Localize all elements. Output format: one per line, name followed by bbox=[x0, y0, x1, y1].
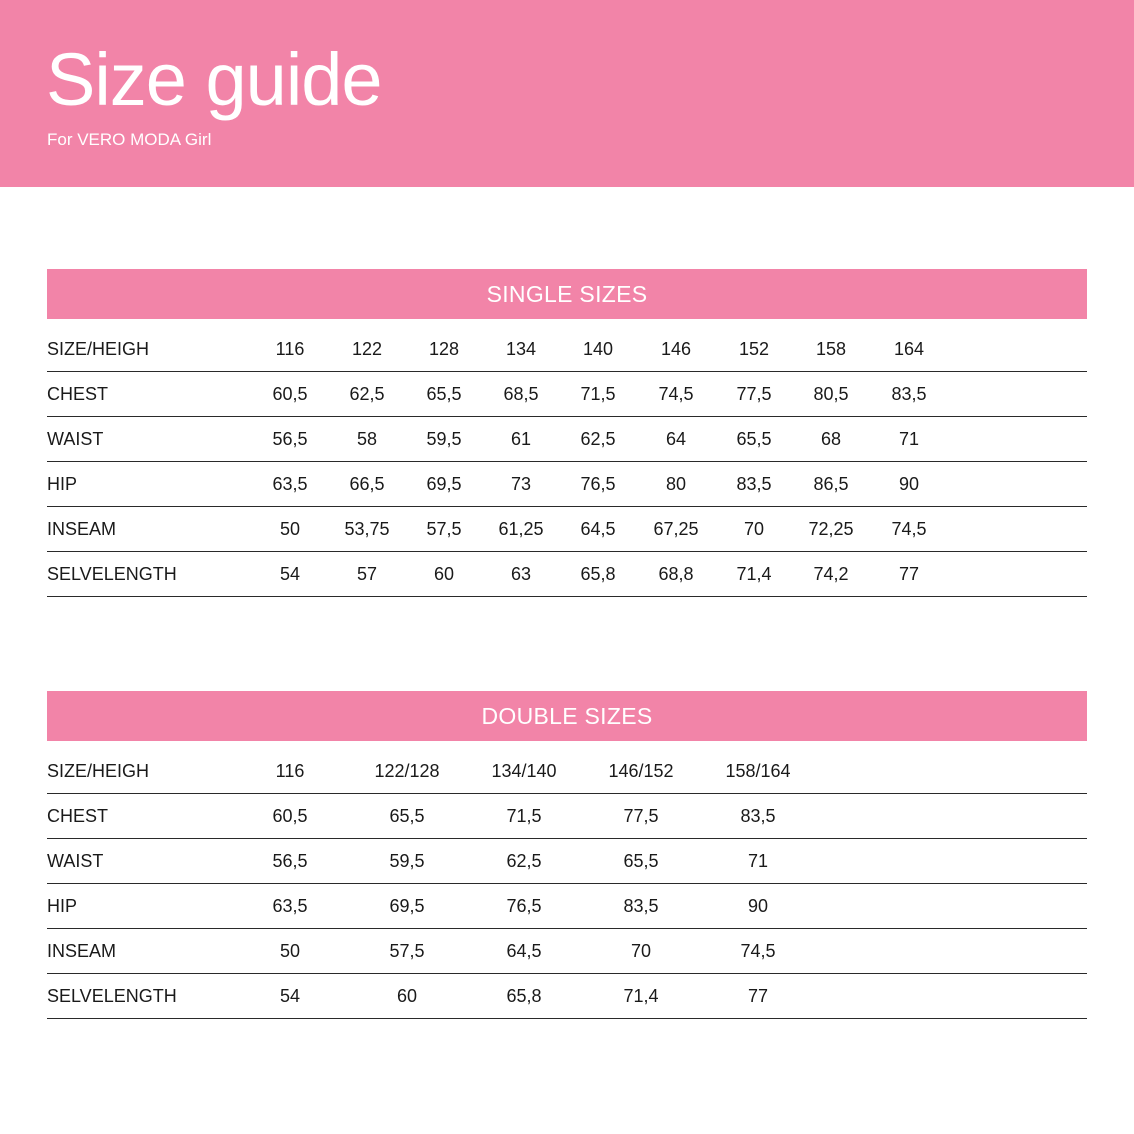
row-label: SELVELENGTH bbox=[47, 986, 177, 1006]
table-cell: 57,5 bbox=[426, 519, 462, 539]
table-cell: 63,5 bbox=[272, 896, 308, 916]
table-cell: 54 bbox=[279, 986, 301, 1006]
row-label: HIP bbox=[47, 896, 78, 916]
table-cell: 60 bbox=[396, 986, 418, 1006]
table-cell: 83,5 bbox=[736, 474, 772, 494]
table-cell: 60,5 bbox=[272, 384, 308, 404]
table-cell: 69,5 bbox=[426, 474, 462, 494]
table-cell: 69,5 bbox=[389, 896, 425, 916]
table-row bbox=[47, 884, 1087, 929]
table-cell: 152 bbox=[738, 339, 770, 359]
single-sizes-table bbox=[47, 269, 1087, 597]
table-cell: 57,5 bbox=[389, 941, 425, 961]
table-cell: 83,5 bbox=[740, 806, 776, 826]
table-row bbox=[47, 417, 1087, 462]
table-cell: 60 bbox=[433, 564, 455, 584]
table-cell: 70 bbox=[743, 519, 765, 539]
table-cell: 65,5 bbox=[623, 851, 659, 871]
double-sizes-rows bbox=[47, 741, 1087, 1019]
table-cell: 71,5 bbox=[580, 384, 616, 404]
table-cell: 146 bbox=[660, 339, 692, 359]
table-cell: 77 bbox=[747, 986, 769, 1006]
table-cell: 71 bbox=[898, 429, 920, 449]
table-cell: 128 bbox=[428, 339, 460, 359]
table-cell: 62,5 bbox=[349, 384, 385, 404]
table-cell: 64 bbox=[665, 429, 687, 449]
table-cell: 90 bbox=[898, 474, 920, 494]
table-row bbox=[47, 372, 1087, 417]
table-row bbox=[47, 929, 1087, 974]
table-cell: 65,8 bbox=[580, 564, 616, 584]
table-cell: 77 bbox=[898, 564, 920, 584]
table-cell: 158/164 bbox=[725, 761, 791, 781]
table-row bbox=[47, 839, 1087, 884]
single-sizes-heading: SINGLE SIZES bbox=[47, 269, 1087, 319]
table-cell: 71,4 bbox=[623, 986, 659, 1006]
table-cell: 83,5 bbox=[891, 384, 927, 404]
table-row bbox=[47, 462, 1087, 507]
table-row bbox=[47, 552, 1087, 597]
double-sizes-heading: DOUBLE SIZES bbox=[47, 691, 1087, 741]
table-cell: 71,4 bbox=[736, 564, 772, 584]
table-cell: 58 bbox=[356, 429, 378, 449]
table-cell: 76,5 bbox=[506, 896, 542, 916]
table-cell: 72,25 bbox=[808, 519, 854, 539]
table-cell: 61 bbox=[510, 429, 532, 449]
table-cell: 57 bbox=[356, 564, 378, 584]
table-cell: 59,5 bbox=[389, 851, 425, 871]
table-cell: 65,5 bbox=[389, 806, 425, 826]
double-sizes-table bbox=[47, 691, 1087, 1019]
table-row bbox=[47, 507, 1087, 552]
table-cell: 64,5 bbox=[506, 941, 542, 961]
table-cell: 70 bbox=[630, 941, 652, 961]
row-label: WAIST bbox=[47, 851, 104, 871]
table-cell: 56,5 bbox=[272, 429, 308, 449]
table-cell: 80 bbox=[665, 474, 687, 494]
row-label: WAIST bbox=[47, 429, 104, 449]
table-cell: 122/128 bbox=[374, 761, 440, 781]
table-cell: 64,5 bbox=[580, 519, 616, 539]
table-cell: 134 bbox=[505, 339, 537, 359]
header-banner bbox=[0, 0, 1134, 187]
table-cell: 164 bbox=[893, 339, 925, 359]
table-row bbox=[47, 794, 1087, 839]
table-cell: 122 bbox=[351, 339, 383, 359]
table-cell: 74,5 bbox=[891, 519, 927, 539]
row-label: SELVELENGTH bbox=[47, 564, 177, 584]
table-cell: 63 bbox=[510, 564, 532, 584]
table-cell: 61,25 bbox=[498, 519, 544, 539]
table-row bbox=[47, 741, 1087, 794]
table-cell: 66,5 bbox=[349, 474, 385, 494]
table-cell: 146/152 bbox=[608, 761, 674, 781]
table-cell: 62,5 bbox=[580, 429, 616, 449]
table-cell: 71,5 bbox=[506, 806, 542, 826]
table-cell: 56,5 bbox=[272, 851, 308, 871]
table-cell: 50 bbox=[279, 941, 301, 961]
single-sizes-rows bbox=[47, 319, 1087, 597]
table-cell: 63,5 bbox=[272, 474, 308, 494]
row-label: INSEAM bbox=[47, 519, 117, 539]
table-cell: 116 bbox=[275, 339, 305, 359]
table-cell: 86,5 bbox=[813, 474, 849, 494]
table-cell: 83,5 bbox=[623, 896, 659, 916]
page-title: Size guide bbox=[46, 38, 382, 121]
table-cell: 77,5 bbox=[623, 806, 659, 826]
page-subtitle: For VERO MODA Girl bbox=[47, 130, 212, 149]
table-cell: 59,5 bbox=[426, 429, 462, 449]
table-cell: 134/140 bbox=[491, 761, 557, 781]
table-cell: 60,5 bbox=[272, 806, 308, 826]
table-cell: 68 bbox=[820, 429, 842, 449]
row-label: INSEAM bbox=[47, 941, 117, 961]
table-cell: 54 bbox=[279, 564, 301, 584]
table-cell: 90 bbox=[747, 896, 769, 916]
table-cell: 74,2 bbox=[813, 564, 849, 584]
table-cell: 116 bbox=[275, 761, 305, 781]
table-cell: 68,8 bbox=[658, 564, 694, 584]
table-cell: 158 bbox=[815, 339, 847, 359]
table-cell: 68,5 bbox=[503, 384, 539, 404]
table-cell: 65,8 bbox=[506, 986, 542, 1006]
table-cell: 76,5 bbox=[580, 474, 616, 494]
table-cell: 53,75 bbox=[344, 519, 390, 539]
row-label: SIZE/HEIGH bbox=[47, 761, 150, 781]
table-cell: 77,5 bbox=[736, 384, 772, 404]
table-cell: 65,5 bbox=[736, 429, 772, 449]
table-cell: 65,5 bbox=[426, 384, 462, 404]
table-cell: 140 bbox=[582, 339, 614, 359]
table-cell: 73 bbox=[510, 474, 532, 494]
table-row bbox=[47, 319, 1087, 372]
table-cell: 62,5 bbox=[506, 851, 542, 871]
table-cell: 74,5 bbox=[740, 941, 776, 961]
table-cell: 71 bbox=[747, 851, 769, 871]
row-label: HIP bbox=[47, 474, 78, 494]
table-cell: 74,5 bbox=[658, 384, 694, 404]
table-cell: 67,25 bbox=[653, 519, 699, 539]
table-cell: 50 bbox=[279, 519, 301, 539]
row-label: CHEST bbox=[47, 806, 109, 826]
row-label: CHEST bbox=[47, 384, 109, 404]
table-row bbox=[47, 974, 1087, 1019]
row-label: SIZE/HEIGH bbox=[47, 339, 150, 359]
table-cell: 80,5 bbox=[813, 384, 849, 404]
